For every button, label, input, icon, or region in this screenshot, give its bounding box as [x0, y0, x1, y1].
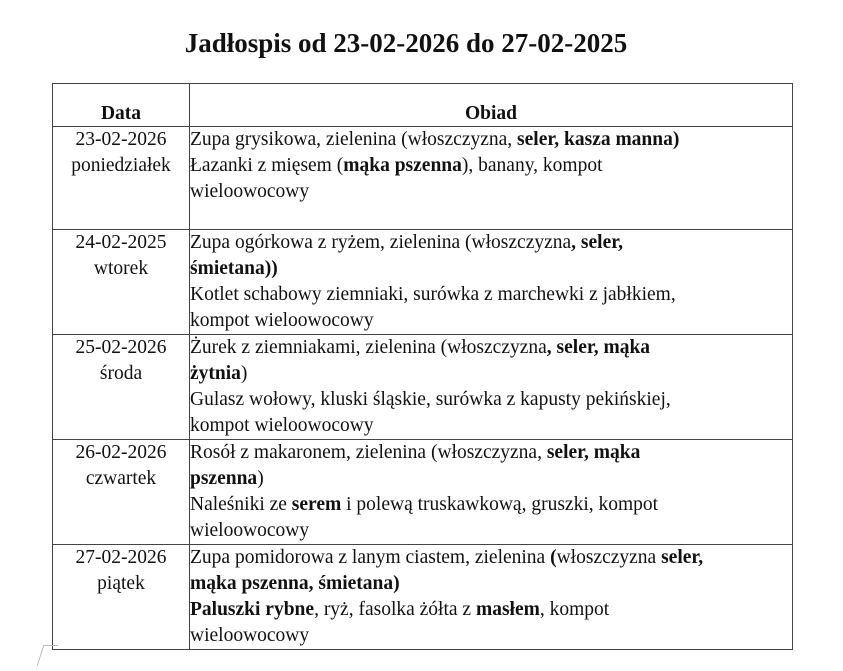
- meal-text: Naleśniki ze: [190, 494, 292, 515]
- meal-cell: [190, 545, 793, 650]
- meal-line: kompot wieloowocowy: [190, 310, 374, 331]
- meal-text: Łazanki z mięsem (: [190, 155, 344, 176]
- meal-line: [190, 153, 792, 179]
- date-value: 23-02-2026: [75, 129, 167, 150]
- allergen-text: , seler,: [571, 232, 623, 253]
- meal-line: [190, 545, 792, 571]
- menu-table: [52, 83, 793, 650]
- table-row: [53, 230, 793, 335]
- meal-text: Żurek z ziemniakami, zielenina (włoszczyzna: [190, 337, 547, 358]
- meal-line: [190, 440, 792, 466]
- page-title: Jadłospis od 23-02-2026 do 27-02-2025: [184, 28, 628, 58]
- date-value: 26-02-2026: [75, 442, 167, 463]
- allergen-text: żytnia: [190, 363, 241, 384]
- meal-text: , kompot: [539, 599, 610, 620]
- allergen-text: pszenna: [190, 468, 258, 489]
- meal-line: Gulasz wołowy, kluski śląskie, surówka z kapusty pekińskiej,: [190, 389, 671, 410]
- meal-cell: [190, 335, 793, 440]
- allergen-text: Paluszki rybne: [190, 599, 315, 620]
- table-row: [53, 127, 793, 230]
- meal-cell: [190, 230, 793, 335]
- meal-cell: [190, 127, 793, 230]
- allergen-text: mąka pszenna, śmietana): [190, 573, 400, 594]
- date-cell: [53, 440, 190, 545]
- meal-line: wieloowocowy: [190, 181, 310, 202]
- weekday: piątek: [97, 573, 145, 594]
- table-row: [53, 335, 793, 440]
- weekday: wtorek: [93, 258, 149, 279]
- weekday: poniedziałek: [71, 155, 171, 176]
- date-value: 24-02-2025: [75, 232, 167, 253]
- meal-text: ): [257, 468, 264, 489]
- table-row: [53, 545, 793, 650]
- date-value: 25-02-2026: [75, 337, 167, 358]
- date-value: 27-02-2026: [75, 547, 167, 568]
- date-cell: [53, 545, 190, 650]
- header-date: Data: [53, 84, 190, 127]
- meal-text: ), banany, kompot: [461, 155, 603, 176]
- meal-cell: [190, 440, 793, 545]
- meal-line: [190, 492, 792, 518]
- meal-text: włoszczyzna: [556, 547, 662, 568]
- allergen-text: seler, mąka: [546, 442, 641, 463]
- allergen-text: śmietana)): [190, 258, 278, 279]
- weekday: czwartek: [85, 468, 157, 489]
- meal-text: ): [240, 363, 248, 384]
- meal-text: Zupa pomidorowa z lanym ciastem, zielenina: [190, 547, 551, 568]
- meal-line: [190, 230, 792, 256]
- meal-text: Zupa ogórkowa z ryżem, zielenina (włoszczyzna: [190, 232, 572, 253]
- meal-line: wieloowocowy: [190, 520, 310, 541]
- table-header-row: [53, 84, 793, 127]
- meal-line: [190, 335, 792, 361]
- meal-text: , ryż, fasolka żółta z: [314, 599, 476, 620]
- meal-text: i polewą truskawkową, gruszki, kompot: [341, 494, 659, 515]
- meal-line: [190, 571, 792, 597]
- table-row: [53, 440, 793, 545]
- meal-line: [190, 127, 792, 153]
- date-cell: [53, 127, 190, 230]
- meal-line: [190, 597, 792, 623]
- meal-line: [190, 256, 792, 282]
- meal-text: Rosół z makaronem, zielenina (włoszczyzna,: [190, 442, 547, 463]
- date-cell: [53, 335, 190, 440]
- meal-text: Zupa grysikowa, zielenina (włoszczyzna,: [190, 129, 518, 150]
- allergen-text: , seler, mąka: [546, 337, 651, 358]
- page-corner-mark: [37, 645, 59, 666]
- allergen-text: masłem: [475, 599, 540, 620]
- meal-line: [190, 466, 792, 492]
- allergen-text: seler,: [661, 547, 704, 568]
- meal-line: Kotlet schabowy ziemniaki, surówka z marchewki z jabłkiem,: [190, 284, 676, 305]
- meal-line: wieloowocowy: [190, 625, 310, 646]
- allergen-text: serem: [291, 494, 342, 515]
- allergen-text: (: [550, 547, 557, 568]
- allergen-text: seler, kasza manna): [517, 129, 680, 150]
- allergen-text: mąka pszenna: [343, 155, 462, 176]
- date-cell: [53, 230, 190, 335]
- meal-line: kompot wieloowocowy: [190, 415, 374, 436]
- header-meal: Obiad: [190, 84, 793, 127]
- weekday: środa: [99, 363, 143, 384]
- meal-line: [190, 361, 792, 387]
